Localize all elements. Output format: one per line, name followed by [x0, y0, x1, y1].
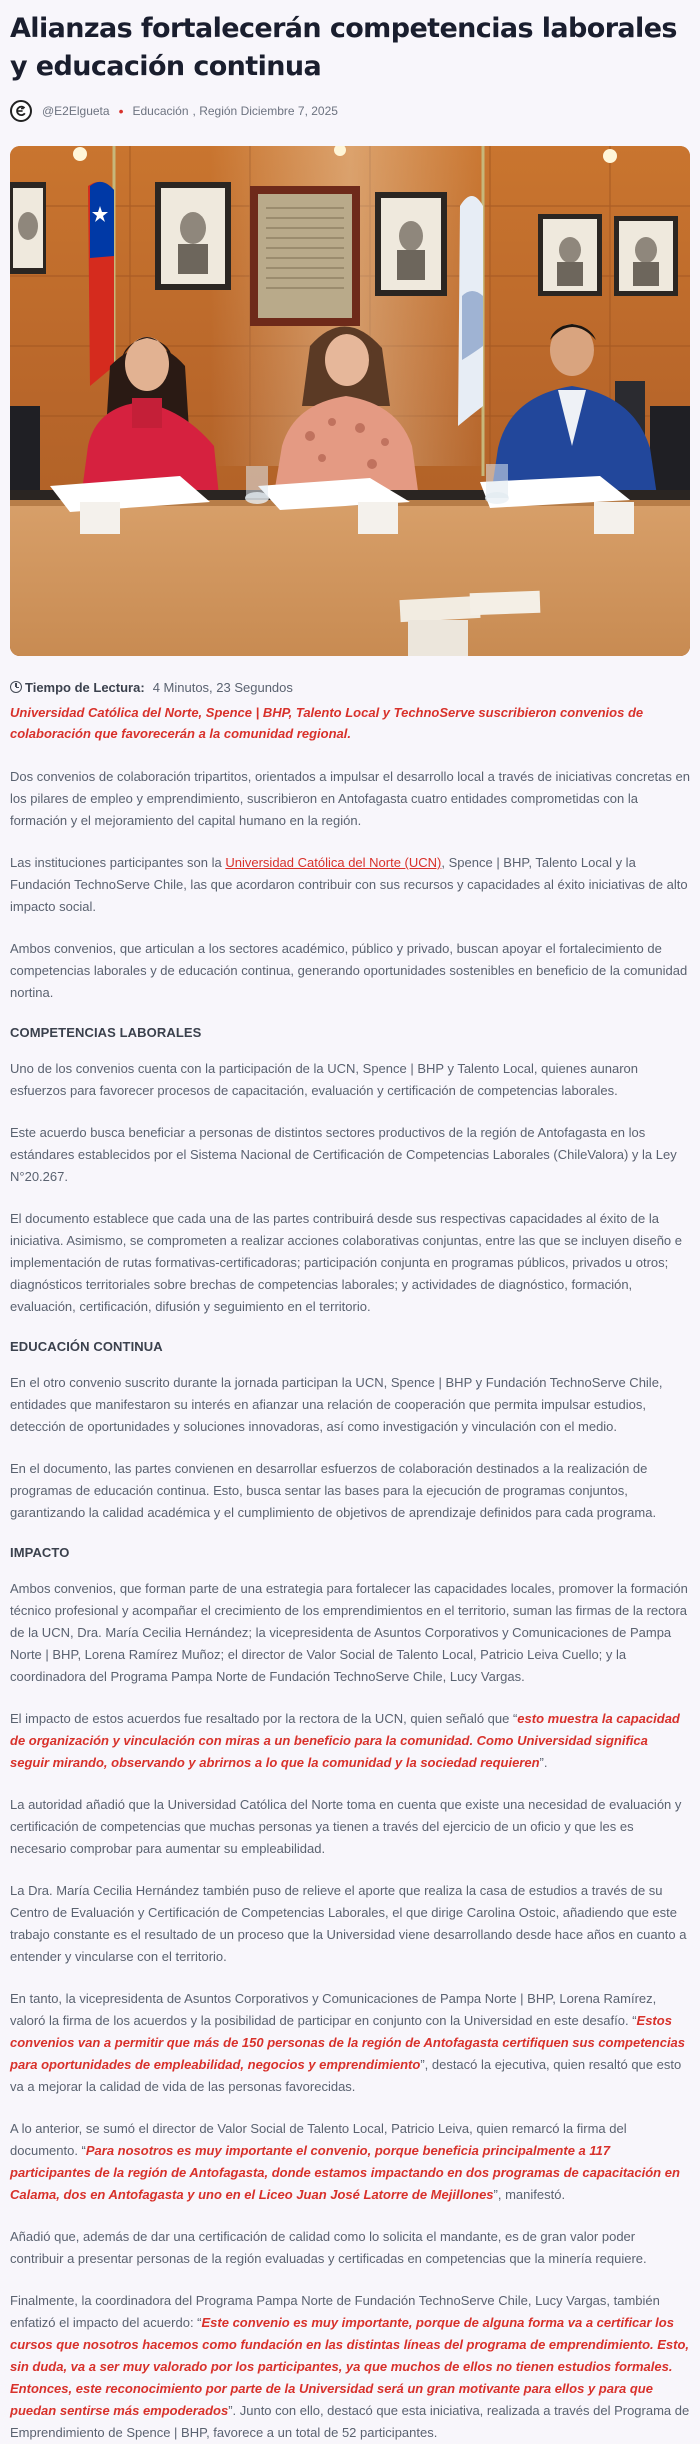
- article-title: Alianzas fortalecerán competencias laborales y educación continua: [10, 13, 677, 82]
- quote-coordinadora: Este convenio es muy importante, porque de alguna forma va a certificar los cursos que nosotros hacemos como fundación en las distintas líneas del programa de emprendimiento. Esto, sin duda, va a ser muy valorado por los participantes, ya que muchos de ellos no tienen estudios formales. Entonces, este reconocimiento por parte de la Universidad será un gran motivante para ellos y para que puedan sentirse más empoderados: [10, 2315, 690, 2418]
- heading-competencias: COMPETENCIAS LABORALES: [10, 1025, 202, 1040]
- reading-time-label: Tiempo de Lectura:: [25, 679, 145, 695]
- heading-educacion: EDUCACIÓN CONTINUA: [10, 1339, 163, 1354]
- paragraph-5: Este acuerdo busca beneficiar a personas de distintos sectores productivos de la región de Antofagasta en los estándares establecidos por el Sistema Nacional de Certificación de Competencias Laborales (ChileValora) y la Ley N°20.267.: [10, 1125, 677, 1184]
- paragraph-7: En el otro convenio suscrito durante la jornada participan la UCN, Spence | BHP y Fundación TechnoServe Chile, entidades que manifestaron su interés en afianzar una relación de cooperación que permita impulsar estudios, detección de oportunidades y soluciones innovadoras, así como investigación y vinculación con el medio.: [10, 1375, 663, 1434]
- heading-impacto: IMPACTO: [10, 1545, 70, 1560]
- publish-date: Diciembre 7, 2025: [240, 104, 338, 118]
- region-link[interactable]: Región: [199, 104, 238, 118]
- article-meta: [10, 98, 690, 124]
- paragraph-3: Ambos convenios, que articulan a los sectores académico, público y privado, buscan apoyar el fortalecimiento de competencias laborales y de educación continua, generando oportunidades sostenibles en beneficio de la comunidad nortina.: [10, 941, 688, 1000]
- paragraph-1: Dos convenios de colaboración tripartitos, orientados a impulsar el desarrollo local a través de iniciativas concretas en los pilares de empleo y emprendimiento, suscribieron en Antofagasta cuatro entidades comprometidas con la formación y el mejoramiento del capital humano en la región.: [10, 769, 690, 828]
- quote-rectora: esto muestra la capacidad de organización y vinculación con miras a un beneficio para la comunidad. Como Universidad significa seguir mirando, observando y abrirnos a lo que la comunidad y la sociedad requieren: [10, 1711, 680, 1770]
- reading-time-value: 4 Minutos, 23 Segundos: [152, 679, 293, 695]
- portrait-frame-1: [10, 182, 46, 274]
- paragraph-13: En tanto, la vicepresidenta de Asuntos Corporativos y Comunicaciones de Pampa Norte | BHP, Lorena Ramírez, valoró la firma de los acuerdos y la posibilidad de participar en conjunto con la Universidad en este desafío. “Estos convenios van a permitir que más de 150 personas de la región de Antofagasta certifiquen sus competencias para oportunidades de empleabilidad, negocios y emprendimiento”, destacó la ejecutiva, quien resaltó que esto va a mejorar la calidad de vida de las personas favorecidas.: [10, 1991, 686, 2094]
- paragraph-8: En el documento, las partes convienen en desarrollar esfuerzos de colaboración destinados a la realización de programas de educación continua. Esto, busca sentar las bases para la ejecución de programas conjuntos, garantizando la calidad académica y el cumplimiento de objetivos de aprendizaje definidos para cada programa.: [10, 1461, 657, 1520]
- meta-separator: •: [118, 103, 124, 119]
- quote-director: Para nosotros es muy importante el convenio, porque beneficia principalmente a 117 participantes de la región de Antofagasta, donde estamos impactando en dos programas de capacitación en Calama, dos en Antofagasta y uno en el Liceo Juan José Latorre de Mejillones: [10, 2143, 680, 2202]
- reading-time: [10, 678, 690, 696]
- paragraph-10: El impacto de estos acuerdos fue resaltado por la rectora de la UCN, quien señaló que “esto muestra la capacidad de organización y vinculación con miras a un beneficio para la comunidad. Como Universidad significa seguir mirando, observando y abrirnos a lo que la comunidad y la sociedad requieren”.: [10, 1711, 680, 1770]
- article-lead: Universidad Católica del Norte, Spence | BHP, Talento Local y TechnoServe suscribieron convenios de colaboración que favorecerán a la comunidad regional.: [10, 705, 644, 741]
- portrait-frame-3: [375, 192, 447, 296]
- ucn-link[interactable]: Universidad Católica del Norte (UCN): [225, 855, 442, 870]
- paragraph-4: Uno de los convenios cuenta con la participación de la UCN, Spence | BHP y Talento Local, quienes aunaron esfuerzos para favorecer procesos de capacitación, evaluación y certificación de competencias laborales.: [10, 1061, 639, 1098]
- quote-vicepresidenta: Estos convenios van a permitir que más de 150 personas de la región de Antofagasta certifiquen sus competencias para oportunidades de empleabilidad, negocios y emprendimiento: [10, 2013, 686, 2072]
- paragraph-6: El documento establece que cada una de las partes contribuirá desde sus respectivas capacidades al éxito de la iniciativa. Asimismo, se comprometen a realizar acciones colaborativas conjuntas, entre las que se incluyen diseño e implementación de rutas formativas-certificadoras; participación conjunta en programas públicos, privados u otros; diagnósticos territoriales sobre brechas de competencias laborales; y actividades de diagnóstico, formación, evaluación, certificación, difusión y seguimiento en el territorio.: [10, 1211, 683, 1314]
- paragraph-9: Ambos convenios, que forman parte de una estrategia para fortalecer las capacidades locales, promover la formación técnico profesional y acompañar el crecimiento de los emprendimientos en el territorio, suman las firmas de la rectora de la UCN, Dra. María Cecilia Hernández; la vicepresidenta de Asuntos Corporativos y Comunicaciones de Pampa Norte | BHP, Lorena Ramírez Muñoz; el director de Valor Social de Talento Local, Patricio Leiva Cuello; y la coordinadora del Programa Pampa Norte de Fundación TechnoServe Chile, Lucy Vargas.: [10, 1581, 688, 1684]
- paragraph-2: Las instituciones participantes son la Universidad Católica del Norte (UCN), Spence | BHP, Talento Local y la Fundación TechnoServe Chile, las que acordaron contribuir con sus recursos y capacidades al éxito iniciativas de alto impacto social.: [10, 855, 688, 914]
- meta-comma: ,: [192, 104, 200, 118]
- portrait-frame-2: [155, 182, 231, 290]
- document-frame: [250, 186, 360, 326]
- clock-icon: [10, 681, 22, 693]
- portrait-frame-4: [538, 214, 602, 296]
- paragraph-11: La autoridad añadió que la Universidad Católica del Norte toma en cuenta que existe una necesidad de evaluación y certificación de competencias que muchas personas ya tienen a través del ejercicio de un oficio y que les es necesario comprobar para aumentar su empleabilidad.: [10, 1797, 682, 1856]
- signing-ceremony-illustration: [10, 146, 690, 656]
- author-logo-icon[interactable]: [10, 100, 32, 122]
- portrait-frame-5: [614, 216, 678, 296]
- paragraph-16: Finalmente, la coordinadora del Programa Pampa Norte de Fundación TechnoServe Chile, Lucy Vargas, también enfatizó el impacto del acuerdo: “Este convenio es muy importante, porque de alguna forma va a certificar los cursos que nosotros hacemos como fundación en las distintas líneas del programa de emprendimiento. Esto, sin duda, va a ser muy valorado por los participantes, ya que muchos de ellos no tienen estudios formales. Entonces, este reconocimiento por parte de la Universidad será un gran motivante para ellos y para que puedan sentirse más empoderados”. Junto con ello, destacó que esta iniciativa, realizada a través del Programa de Emprendimiento de Spence | BHP, favorece a un total de 52 participantes.: [10, 2293, 690, 2440]
- paragraph-15: Añadió que, además de dar una certificación de calidad como lo solicita el mandante, es de gran valor poder contribuir a presentar personas de la región evaluadas y certificadas en competencias que la minería requiere.: [10, 2229, 647, 2266]
- category-link[interactable]: Educación: [132, 104, 189, 118]
- hero-photo: [10, 146, 690, 656]
- author-link[interactable]: @E2Elgueta: [42, 104, 110, 118]
- paragraph-12: La Dra. María Cecilia Hernández también puso de relieve el aporte que realiza la casa de estudios a través de su Centro de Evaluación y Certificación de Competencias Laborales, el que dirige Carolina Ostoic, añadiendo que este trabajo constante es el resultado de un proceso que la Universidad viene desarrollando desde hace años en cuanto a entender y vincularse con el territorio.: [10, 1883, 687, 1964]
- paragraph-14: A lo anterior, se sumó el director de Valor Social de Talento Local, Patricio Leiva, quien remarcó la firma del documento. “Para nosotros es muy importante el convenio, porque beneficia principalmente a 117 participantes de la región de Antofagasta, donde estamos impactando en dos programas de capacitación en Calama, dos en Antofagasta y uno en el Liceo Juan José Latorre de Mejillones”, manifestó.: [10, 2121, 680, 2202]
